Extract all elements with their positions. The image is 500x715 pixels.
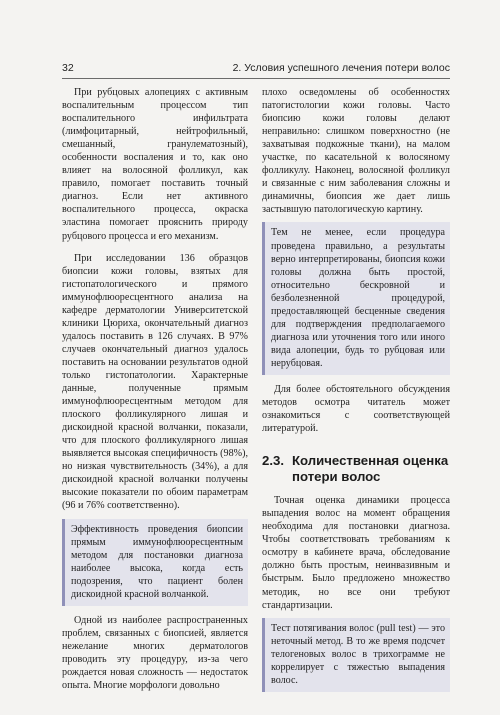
callout-immunofluorescence-text: Эффективность проведения биопсии прямым иммунофлюоресцентным методом для постановки диагноза наиболее высока, когда есть подозрения, что пациент болен дискоидной красной волчанкой.: [71, 523, 243, 600]
paragraph-zurich-study: При исследовании 136 образцов биопсии кожи головы, взятых для гистопатологического и прямого иммунофлюоресцентного анализа на кафедре дерматологии Университетской клиники Цюриха, окончательный диагноз удалось поставить в 126 случаях. В 97% случаев окончательный диагноз удалось поставить на основании результатов одной только гистопатологии. Характерные данные, полученные прямым иммунофлюоресцентным методом для плоского фолликулярного лишая и дискоидной красной волчанки, показали, что для плоского фолликулярного лишая выявляется высокая специфичность (98%), но низкая чувствительность (34%), а для дискоидной красной волчанки получены высокие показатели по обоим параметрам (96 и 76% соответственно).: [62, 252, 248, 512]
callout-pull-test-text: Тест потягивания волос (pull test) — это неточный метод. В то же время подсчет телогеновых волос в трихограмме не коррелирует с тяжестью выпадения волос.: [271, 622, 445, 686]
paragraph-biopsy-problems: Одной из наиболее распространенных проблем, связанных с биопсией, является нежелание многих дерматологов проводить эту процедуру, из-за чего рождается новая сложность — недостаток опыта. Многие морфологи довольно: [62, 614, 248, 692]
section-heading: [262, 453, 450, 484]
running-title: 2. Условия успешного лечения потери волос: [232, 62, 450, 74]
right-column: [262, 86, 450, 700]
section-number: 2.3.: [262, 453, 284, 469]
callout-immunofluorescence: [62, 519, 248, 606]
paragraph-inflammatory-alopecia: При рубцовых алопециях с активным воспалительным процессом тип воспалительного инфильтрата (лимфоцитарный, нейтрофильный, смешанный, гранулематозный), особенности воспаления и то, как оно влияет на волосяной фолликул, как правило, помогает поставить точный диагноз. Если нет активного воспалительного процесса, окраска эластина помогает прояснить природу рубцового процесса и его механизм.: [62, 87, 248, 242]
left-column: [62, 86, 248, 692]
paragraph-quantitative-assessment: Точная оценка динамики процесса выпадения волос на момент обращения необходима для постановки диагноза. Чтобы соответствовать требованиям к осмотру в кабинете врача, обследование должно быть простым, неинвазивным и быстрым. Было предложено множество методик, но все они требуют стандартизации.: [262, 495, 450, 611]
page-number: 32: [62, 62, 74, 74]
paragraph-continuation: плохо осведомлены об особенностях патогистологии кожи головы. Часто биопсию кожи головы делают неправильно: слишком поверхностно (не захватывая подкожные ткани), на малом участке, по касательной к волосяному фолликулу. Наконец, волосяной фолликул и связанные с ним заболевания сложны и динамичны, биопсия же дает лишь застывшую патологическую картину.: [262, 87, 450, 216]
callout-correct-biopsy: [262, 222, 450, 375]
callout-pull-test: [262, 618, 450, 692]
paragraph-literature-reference: Для более обстоятельного обсуждения методов осмотра читатель может ознакомиться с соответствующей литературой.: [262, 383, 450, 435]
page-header: [62, 62, 450, 79]
section-title: Количественная оценка потери волос: [292, 453, 449, 484]
callout-correct-biopsy-text: Тем не менее, если процедура проведена правильно, а результаты верно интерпретированы, биопсия кожи головы должна быть простой, относительно бескровной и безболезненной процедурой, предоставляющей бесценные сведения для подтверждения предполагаемого диагноза или уточнения того или иного вида алопеции, будь то рубцовая или нерубцовая.: [271, 227, 445, 369]
